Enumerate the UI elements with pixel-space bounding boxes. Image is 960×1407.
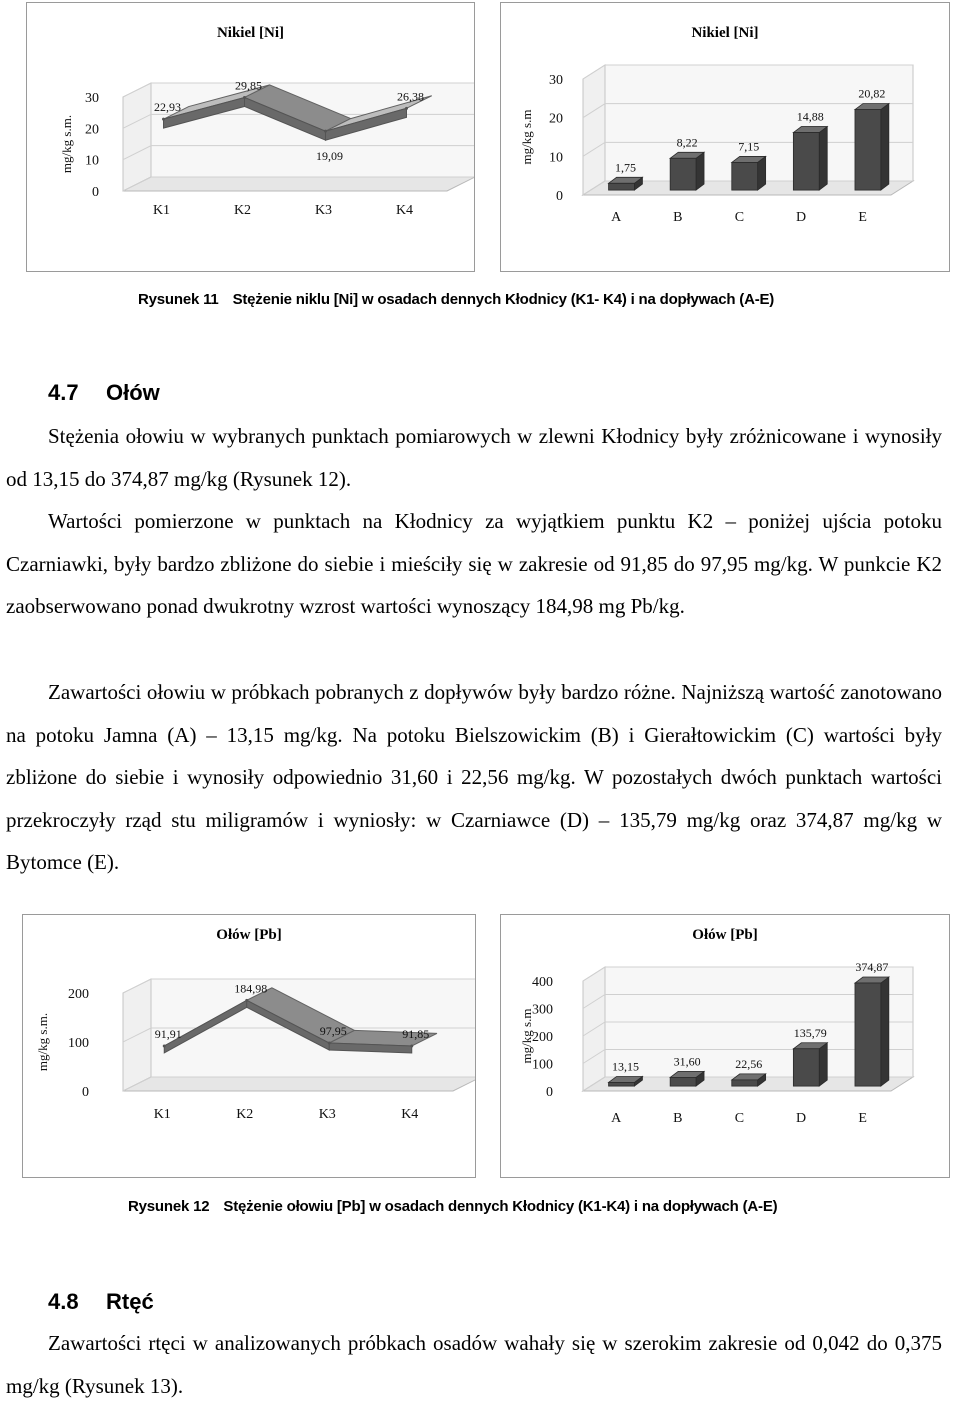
- bar: [793, 1049, 819, 1086]
- y-tick-label: 400: [532, 975, 553, 990]
- y-axis-label: mg/kg s.m.: [35, 1012, 50, 1072]
- data-label: 91,91: [154, 1026, 182, 1041]
- x-tick-label: B: [673, 1111, 683, 1126]
- section48-heading: [48, 1289, 154, 1315]
- figure11-caption: [138, 291, 774, 308]
- data-label: 13,15: [612, 1059, 639, 1074]
- bar: [793, 133, 819, 191]
- chart-side-wall: [583, 65, 605, 195]
- chart-floor: [123, 177, 474, 191]
- data-point: [410, 1044, 413, 1047]
- data-point: [245, 999, 248, 1002]
- bar: [670, 1077, 696, 1086]
- data-point: [162, 118, 165, 121]
- section47-paragraph-1: Stężenia ołowiu w wybranych punktach pomiarowych w zlewni Kłodnicy były zróżnicowane i wynosiły od 13,15 do 374,87 mg/kg (Rysunek 12).: [6, 424, 942, 491]
- x-tick-label: K4: [395, 203, 414, 218]
- section47-paragraph-2: Wartości pomierzone w punktach na Kłodnicy za wyjątkiem punktu K2 – poniżej ujścia potoku Czarniawki, były bardzo zbliżone do siebie i mieściły się w zakresie od 91,85 do 97,95 mg/kg. W punkcie K2 zaobserwowano ponad dwukrotny wzrost wartości wynoszący 184,98 mg Pb/kg.: [6, 509, 942, 619]
- section47-heading: [48, 380, 160, 406]
- data-label: 91,85: [402, 1026, 430, 1041]
- x-tick-label: A: [611, 1111, 622, 1126]
- x-tick-label: K3: [318, 1107, 336, 1122]
- y-tick-label: 20: [549, 111, 563, 127]
- x-tick-label: K1: [152, 203, 171, 218]
- data-label: 374,87: [855, 960, 889, 975]
- bar: [732, 1080, 758, 1086]
- data-point: [243, 96, 246, 99]
- section47-paragraph-3: Zawartości ołowiu w próbkach pobranych z dopływów były bardzo różne. Najniższą wartość zanotowano na potoku Jamna (A) – 13,15 mg/kg. Na potoku Bielszowickim (B) i Gierałtowickim (C) wartości były zbliżone do siebie i wynosiły odpowiednio 31,60 i 22,56 mg/kg. W pozostałych dwóch punktach wartości przekroczyły rząd stu miligramów i wyniosły: w Czarniawce (D) – 135,79 mg/kg oraz 374,87 mg/kg w Bytomce (E).: [6, 680, 942, 875]
- y-tick-label: 30: [85, 91, 99, 106]
- figure12-caption: [128, 1198, 777, 1215]
- y-axis-label: mg/kg s.m: [519, 109, 534, 165]
- data-label: 31,60: [673, 1054, 701, 1069]
- y-tick-label: 10: [549, 150, 563, 166]
- data-point: [324, 130, 327, 133]
- data-label: 22,93: [154, 100, 181, 115]
- figure11-caption-text: Stężenie niklu [Ni] w osadach dennych Kłodnicy (K1- K4) i na dopływach (A-E): [232, 291, 775, 308]
- bar: [732, 162, 758, 190]
- data-label: 1,75: [615, 160, 636, 175]
- chart-ni-line: [27, 3, 474, 271]
- bar: [609, 1082, 635, 1086]
- x-tick-label: K2: [233, 203, 252, 218]
- data-label: 184,98: [234, 981, 268, 996]
- bar-side: [819, 1043, 827, 1086]
- y-tick-label: 0: [546, 1085, 553, 1100]
- bar: [855, 983, 881, 1086]
- bar-side: [819, 127, 827, 191]
- section48-paragraph-1: Zawartości rtęci w analizowanych próbkach osadów wahały się w szerokim zakresie od 0,042 do 0,375 mg/kg (Rysunek 13).: [6, 1331, 942, 1398]
- x-tick-label: D: [795, 210, 807, 225]
- section47-number: 4.7: [48, 380, 79, 405]
- bar: [855, 110, 881, 191]
- data-point: [328, 1042, 331, 1045]
- data-label: 135,79: [793, 1025, 827, 1040]
- section48-title: Rtęć: [106, 1289, 154, 1314]
- chart-pb-line: [23, 915, 475, 1177]
- bar-side: [881, 104, 889, 191]
- x-tick-label: C: [734, 1111, 745, 1126]
- chart-title: Nikiel [Ni]: [216, 25, 285, 41]
- data-label: 8,22: [676, 135, 698, 150]
- data-point: [163, 1044, 166, 1047]
- x-tick-label: K1: [153, 1107, 171, 1122]
- data-point: [405, 107, 408, 110]
- chart-title: Nikiel [Ni]: [691, 25, 759, 41]
- x-tick-label: E: [858, 210, 867, 225]
- x-tick-label: A: [611, 210, 622, 225]
- chart-title: Ołów [Pb]: [216, 927, 282, 943]
- data-label: 20,82: [858, 86, 886, 101]
- chart-pb-line-panel: [22, 914, 476, 1178]
- y-axis-label: mg/kg s.m.: [59, 114, 74, 174]
- chart-ni-bar: [501, 3, 949, 271]
- chart-title: Ołów [Pb]: [692, 927, 758, 943]
- y-tick-label: 300: [532, 1002, 553, 1018]
- y-tick-label: 0: [82, 1085, 89, 1100]
- chart-ni-bar-panel: [500, 2, 950, 272]
- x-tick-label: D: [795, 1111, 807, 1126]
- chart-side-wall: [123, 83, 151, 191]
- y-tick-label: 0: [92, 185, 99, 200]
- data-label: 26,38: [397, 89, 424, 104]
- figure12-caption-number: Rysunek 12: [128, 1198, 210, 1215]
- y-tick-label: 10: [85, 153, 99, 169]
- section47-title: Ołów: [106, 380, 160, 405]
- chart-ni-line-panel: [26, 2, 475, 272]
- y-tick-label: 30: [549, 73, 563, 88]
- bar-side: [696, 152, 704, 190]
- chart-floor: [123, 1077, 475, 1091]
- figure11-caption-number: Rysunek 11: [138, 291, 219, 308]
- x-tick-label: K3: [314, 203, 333, 218]
- y-axis-label: mg/kg s.m: [519, 1008, 534, 1064]
- chart-pb-bar-panel: [500, 914, 950, 1178]
- y-tick-label: 20: [85, 122, 99, 138]
- x-tick-label: C: [734, 210, 745, 225]
- data-label: 97,95: [319, 1024, 347, 1039]
- data-label: 19,09: [316, 149, 343, 164]
- data-label: 14,88: [796, 109, 824, 124]
- data-label: 29,85: [235, 78, 262, 93]
- y-tick-label: 200: [532, 1030, 553, 1045]
- y-tick-label: 100: [68, 1036, 89, 1051]
- y-tick-label: 0: [556, 189, 563, 204]
- bar: [670, 158, 696, 190]
- figure12-caption-text: Stężenie ołowiu [Pb] w osadach dennych Kłodnicy (K1-K4) i na dopływach (A-E): [223, 1198, 778, 1215]
- chart-pb-bar: [501, 915, 949, 1177]
- data-label: 22,56: [735, 1056, 763, 1071]
- x-tick-label: K2: [236, 1107, 254, 1122]
- x-tick-label: K4: [401, 1107, 419, 1122]
- data-label: 7,15: [738, 139, 760, 154]
- x-tick-label: E: [858, 1111, 867, 1126]
- bar-side: [881, 977, 889, 1086]
- bar: [609, 183, 635, 190]
- x-tick-label: B: [673, 210, 683, 225]
- y-tick-label: 200: [68, 987, 89, 1002]
- section48-number: 4.8: [48, 1289, 79, 1314]
- y-tick-label: 100: [532, 1057, 553, 1073]
